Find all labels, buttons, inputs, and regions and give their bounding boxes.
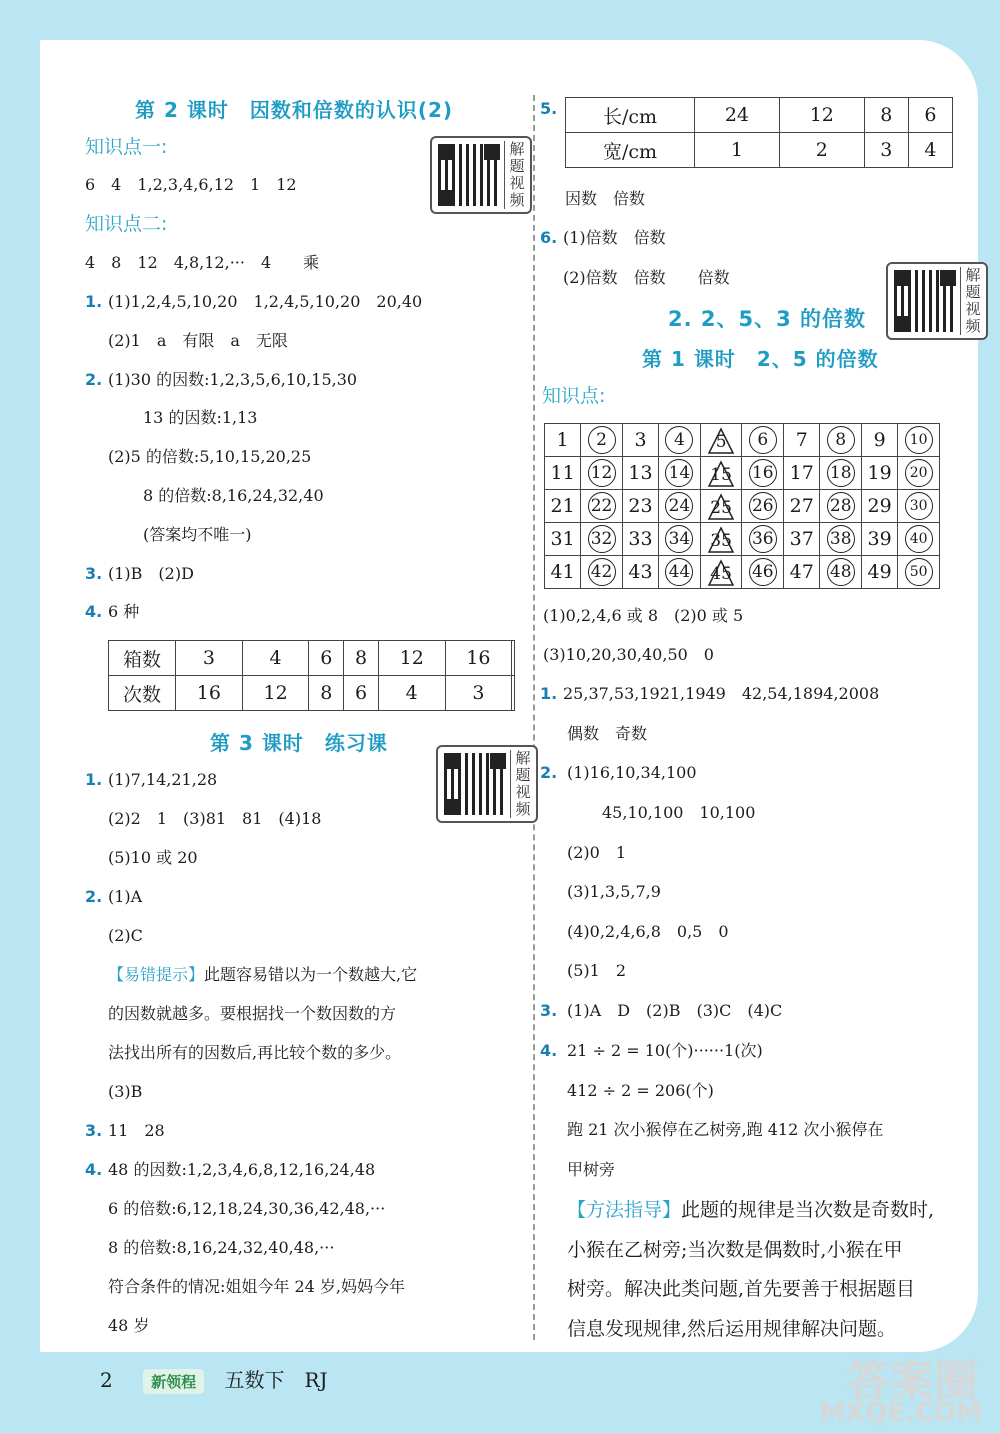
p2-answer-b: (2)C — [108, 926, 143, 945]
table-cell: 8 — [344, 641, 379, 676]
qr-code-icon[interactable] — [430, 136, 532, 214]
table-cell: 12 — [242, 676, 309, 711]
grid-cell — [700, 424, 742, 457]
grid-number: 37 — [789, 528, 814, 550]
circle-mark: 42 — [588, 558, 616, 586]
grid-cell — [581, 457, 623, 490]
r4-answer-b: 412 ÷ 2 = 206(个) — [567, 1081, 714, 1100]
grid-cell — [784, 490, 820, 523]
grid-cell — [862, 523, 898, 556]
kp-answer-a: (1)0,2,4,6 或 8 (2)0 或 5 — [543, 606, 744, 625]
grid-number: 47 — [789, 561, 814, 583]
p2-answer-c: (3)B — [108, 1082, 143, 1101]
qr-pattern — [438, 144, 500, 206]
circle-mark: 12 — [588, 459, 616, 487]
q2-answer-d: 8 的倍数:8,16,24,32,40 — [143, 486, 324, 505]
table-cell: 1 — [695, 133, 780, 168]
q4-answer: 6 种 — [108, 602, 140, 621]
grid-number: 17 — [789, 462, 814, 484]
p2-number: 2. — [85, 887, 103, 906]
q4-table — [108, 640, 515, 711]
kp2-answer: 4 8 12 4,8,12,··· 4 乘 — [85, 253, 320, 272]
q2-answer-b: 13 的因数:1,13 — [143, 408, 258, 427]
qr-code-icon[interactable] — [436, 745, 538, 823]
lesson2-title: 第 2 课时 因数和倍数的认识(2) — [135, 98, 454, 122]
r1-answer-b: 偶数 奇数 — [567, 724, 648, 743]
r4-tip-line-3: 树旁。解决此类问题,首先要善于根据题目 — [567, 1278, 916, 1300]
qr-label: 解题视频 — [960, 267, 983, 335]
qr-pattern — [894, 270, 956, 332]
grid-cell — [742, 556, 784, 589]
grid-cell — [820, 523, 862, 556]
method-tip-tag: 【方法指导】 — [567, 1199, 682, 1221]
mistake-tip-tag: 【易错提示】 — [108, 965, 205, 984]
table-cell: 6 — [344, 676, 379, 711]
grid-cell — [820, 556, 862, 589]
r2-answer-b: 45,10,100 10,100 — [602, 803, 756, 822]
grid-cell — [545, 457, 581, 490]
grid-number: 33 — [628, 528, 653, 550]
circle-mark: 36 — [749, 525, 777, 553]
lesson3-title: 第 3 课时 练习课 — [210, 731, 388, 755]
triangle-mark — [707, 493, 735, 519]
grid-number: 3 — [634, 429, 647, 451]
q5-answer: 因数 倍数 — [565, 189, 646, 208]
section-title: 2. 2、5、3 的倍数 — [668, 307, 867, 331]
grid-cell — [581, 424, 623, 457]
q1-answer-b: (2)1 a 有限 a 无限 — [108, 331, 288, 350]
p2-tip-line-1 — [108, 962, 417, 988]
tip-text: 此题容易错以为一个数越大,它 — [204, 965, 418, 984]
circle-mark: 14 — [665, 459, 693, 487]
table-cell — [512, 676, 515, 711]
grid-cell — [898, 556, 940, 589]
grid-number: 41 — [550, 561, 575, 583]
page-footer — [100, 1364, 328, 1394]
grid-number: 31 — [550, 528, 575, 550]
grid-cell — [622, 523, 658, 556]
r4-number: 4. — [540, 1041, 558, 1060]
q3-number: 3. — [85, 564, 103, 583]
p2-answer-a: (1)A — [108, 887, 143, 906]
circle-mark: 20 — [905, 459, 933, 487]
grid-cell — [862, 556, 898, 589]
q2-number: 2. — [85, 370, 103, 389]
grid-number: 25 — [710, 498, 732, 518]
grid-cell — [862, 457, 898, 490]
grid-cell — [659, 457, 701, 490]
grid-cell — [622, 490, 658, 523]
r2-answer-a: (1)16,10,34,100 — [567, 763, 697, 782]
r4-answer-a: 21 ÷ 2 = 10(个)······1(次) — [567, 1041, 763, 1060]
circle-mark: 44 — [665, 558, 693, 586]
circle-mark: 4 — [665, 426, 693, 454]
r3-number: 3. — [540, 1001, 558, 1020]
knowledge-point: 知识点: — [542, 385, 606, 407]
grid-number: 15 — [710, 465, 732, 485]
grid-cell — [898, 523, 940, 556]
kp1-answer: 6 4 1,2,3,4,6,12 1 12 — [85, 175, 297, 194]
grid-cell — [742, 457, 784, 490]
grid-number: 43 — [628, 561, 653, 583]
circle-mark: 50 — [905, 558, 933, 586]
table-cell: 4 — [242, 641, 309, 676]
kp-answer-b: (3)10,20,30,40,50 0 — [543, 645, 714, 664]
table-cell: 16 — [445, 641, 512, 676]
p4-answer-d: 符合条件的情况:姐姐今年 24 岁,妈妈今年 — [108, 1277, 406, 1296]
circle-mark: 8 — [827, 426, 855, 454]
table-cell: 2 — [779, 133, 864, 168]
circle-mark: 22 — [588, 492, 616, 520]
grid-number: 35 — [710, 531, 732, 551]
knowledge-point-1: 知识点一: — [85, 136, 168, 158]
table-cell: 6 — [309, 641, 344, 676]
q2-answer-a: (1)30 的因数:1,2,3,5,6,10,15,30 — [108, 370, 358, 389]
r1-number: 1. — [540, 684, 558, 703]
grid-number: 1 — [556, 429, 569, 451]
p4-answer-a: 48 的因数:1,2,3,4,6,8,12,16,24,48 — [108, 1160, 376, 1179]
q2-answer-e: (答案均不唯一) — [143, 525, 252, 544]
p3-number: 3. — [85, 1121, 103, 1140]
p2-tip-line-2: 的因数就越多。要根据找一个数因数的方 — [108, 1004, 397, 1023]
r2-number: 2. — [540, 763, 558, 782]
grid-cell — [820, 424, 862, 457]
circle-mark: 30 — [905, 492, 933, 520]
grid-cell — [659, 523, 701, 556]
grid-cell — [581, 556, 623, 589]
q1-answer-a: (1)1,2,4,5,10,20 1,2,4,5,10,20 20,40 — [108, 292, 423, 311]
grid-number: 13 — [628, 462, 653, 484]
triangle-mark — [707, 526, 735, 552]
grid-cell — [581, 490, 623, 523]
grid-cell — [742, 490, 784, 523]
qr-code-icon[interactable] — [886, 262, 988, 340]
grid-cell — [862, 424, 898, 457]
q4-number: 4. — [85, 602, 103, 621]
p4-answer-e: 48 岁 — [108, 1316, 150, 1335]
grid-cell — [784, 457, 820, 490]
r4-answer-d: 甲树旁 — [567, 1160, 616, 1179]
circle-mark: 18 — [827, 459, 855, 487]
grid-cell — [898, 490, 940, 523]
q6-answer-b: (2)倍数 倍数 倍数 — [563, 268, 730, 287]
grid-cell — [659, 556, 701, 589]
grid-cell — [659, 490, 701, 523]
tip-text: 此题的规律是当次数是奇数时, — [681, 1199, 935, 1221]
grid-number: 27 — [789, 495, 814, 517]
p1-answer-a: (1)7,14,21,28 — [108, 770, 218, 789]
q1-number: 1. — [85, 292, 103, 311]
circle-mark: 24 — [665, 492, 693, 520]
circle-mark: 16 — [749, 459, 777, 487]
circle-mark: 40 — [905, 525, 933, 553]
grid-cell — [784, 556, 820, 589]
table-cell: 6 — [908, 98, 952, 133]
r4-tip-line-2: 小猴在乙树旁;当次数是偶数时,小猴在甲 — [567, 1239, 903, 1261]
grid-cell — [659, 424, 701, 457]
qr-label: 解题视频 — [510, 750, 533, 818]
q5-number: 5. — [540, 99, 558, 118]
watermark-url: MXQE.COM — [819, 1398, 982, 1428]
q5-table — [565, 97, 953, 168]
circle-mark: 28 — [827, 492, 855, 520]
circle-mark: 10 — [905, 426, 933, 454]
table-cell: 4 — [378, 676, 445, 711]
grid-cell — [622, 556, 658, 589]
table-cell: 16 — [176, 676, 243, 711]
circle-mark: 34 — [665, 525, 693, 553]
grid-number: 29 — [867, 495, 892, 517]
grid-number: 49 — [867, 561, 892, 583]
grid-cell — [545, 424, 581, 457]
table-cell: 8 — [864, 98, 908, 133]
grid-number: 45 — [710, 564, 732, 584]
r2-answer-c: (2)0 1 — [567, 843, 627, 862]
grid-number: 7 — [795, 429, 808, 451]
r2-answer-d: (3)1,3,5,7,9 — [567, 882, 661, 901]
brand-logo: 新领程 — [143, 1369, 204, 1394]
table-cell: 8 — [309, 676, 344, 711]
triangle-mark — [707, 427, 735, 453]
r4-tip-line-4: 信息发现规律,然后运用规律解决问题。 — [567, 1318, 897, 1340]
qr-pattern — [444, 753, 506, 815]
grid-number: 5 — [715, 432, 727, 452]
r4-answer-c: 跑 21 次小猴停在乙树旁,跑 412 次小猴停在 — [567, 1120, 884, 1139]
table-cell: 12 — [779, 98, 864, 133]
table-cell: 3 — [445, 676, 512, 711]
circle-mark: 38 — [827, 525, 855, 553]
r4-tip-line-1 — [567, 1197, 934, 1223]
page-number: 2 — [100, 1368, 113, 1392]
grid-cell — [862, 490, 898, 523]
table-cell: 3 — [176, 641, 243, 676]
p4-number: 4. — [85, 1160, 103, 1179]
qr-label: 解题视频 — [504, 141, 527, 209]
grid-cell — [784, 523, 820, 556]
triangle-mark — [707, 559, 735, 585]
circle-mark: 48 — [827, 558, 855, 586]
grid-cell — [898, 424, 940, 457]
r3-answer: (1)A D (2)B (3)C (4)C — [567, 1001, 783, 1020]
table-cell: 12 — [378, 641, 445, 676]
table-cell: 长/cm — [566, 98, 695, 133]
grid-cell — [545, 490, 581, 523]
circle-mark: 6 — [749, 426, 777, 454]
grid-cell — [700, 523, 742, 556]
circle-mark: 46 — [749, 558, 777, 586]
p2-tip-line-3: 法找出所有的因数后,再比较个数的多少。 — [108, 1043, 402, 1062]
grid-number: 23 — [628, 495, 653, 517]
q2-answer-c: (2)5 的倍数:5,10,15,20,25 — [108, 447, 312, 466]
grid-cell — [820, 457, 862, 490]
q3-answer: (1)B (2)D — [108, 564, 194, 583]
triangle-mark — [707, 460, 735, 486]
grid-cell — [898, 457, 940, 490]
p3-answer: 11 28 — [108, 1121, 165, 1140]
r1-answer-a: 25,37,53,1921,1949 42,54,1894,2008 — [563, 684, 880, 703]
circle-mark: 32 — [588, 525, 616, 553]
p1-answer-c: (5)10 或 20 — [108, 848, 198, 867]
circle-mark: 2 — [588, 426, 616, 454]
grid-number: 19 — [867, 462, 892, 484]
p4-answer-c: 8 的倍数:8,16,24,32,40,48,··· — [108, 1238, 335, 1257]
knowledge-point-2: 知识点二: — [85, 213, 168, 235]
table-cell: 箱数 — [109, 641, 176, 676]
grid-cell — [622, 424, 658, 457]
grid-cell — [820, 490, 862, 523]
grid-cell — [622, 457, 658, 490]
grid-number: 9 — [873, 429, 886, 451]
table-cell: 宽/cm — [566, 133, 695, 168]
table-cell: 4 — [908, 133, 952, 168]
lesson1-title: 第 1 课时 2、5 的倍数 — [642, 347, 879, 371]
grid-number: 11 — [550, 462, 575, 484]
circle-mark: 26 — [749, 492, 777, 520]
r2-answer-e: (4)0,2,4,6,8 0,5 0 — [567, 922, 729, 941]
book-label: 五数下 RJ — [224, 1368, 328, 1392]
p4-answer-b: 6 的倍数:6,12,18,24,30,36,42,48,··· — [108, 1199, 386, 1218]
hundred-grid — [544, 423, 940, 589]
r2-answer-f: (5)1 2 — [567, 961, 627, 980]
table-cell: 3 — [864, 133, 908, 168]
grid-cell — [784, 424, 820, 457]
p1-answer-b: (2)2 1 (3)81 81 (4)18 — [108, 809, 322, 828]
q6-number: 6. — [540, 228, 558, 247]
grid-cell — [742, 424, 784, 457]
table-cell: 次数 — [109, 676, 176, 711]
q6-answer-a: (1)倍数 倍数 — [563, 228, 666, 247]
grid-cell — [581, 523, 623, 556]
column-divider — [533, 95, 535, 1340]
grid-number: 21 — [550, 495, 575, 517]
table-cell — [512, 641, 515, 676]
grid-cell — [545, 523, 581, 556]
grid-cell — [700, 457, 742, 490]
table-cell: 24 — [695, 98, 780, 133]
grid-cell — [700, 490, 742, 523]
watermark-logo: 答案圈 — [846, 1356, 978, 1407]
grid-cell — [742, 523, 784, 556]
grid-cell — [545, 556, 581, 589]
grid-cell — [700, 556, 742, 589]
p1-number: 1. — [85, 770, 103, 789]
grid-number: 39 — [867, 528, 892, 550]
